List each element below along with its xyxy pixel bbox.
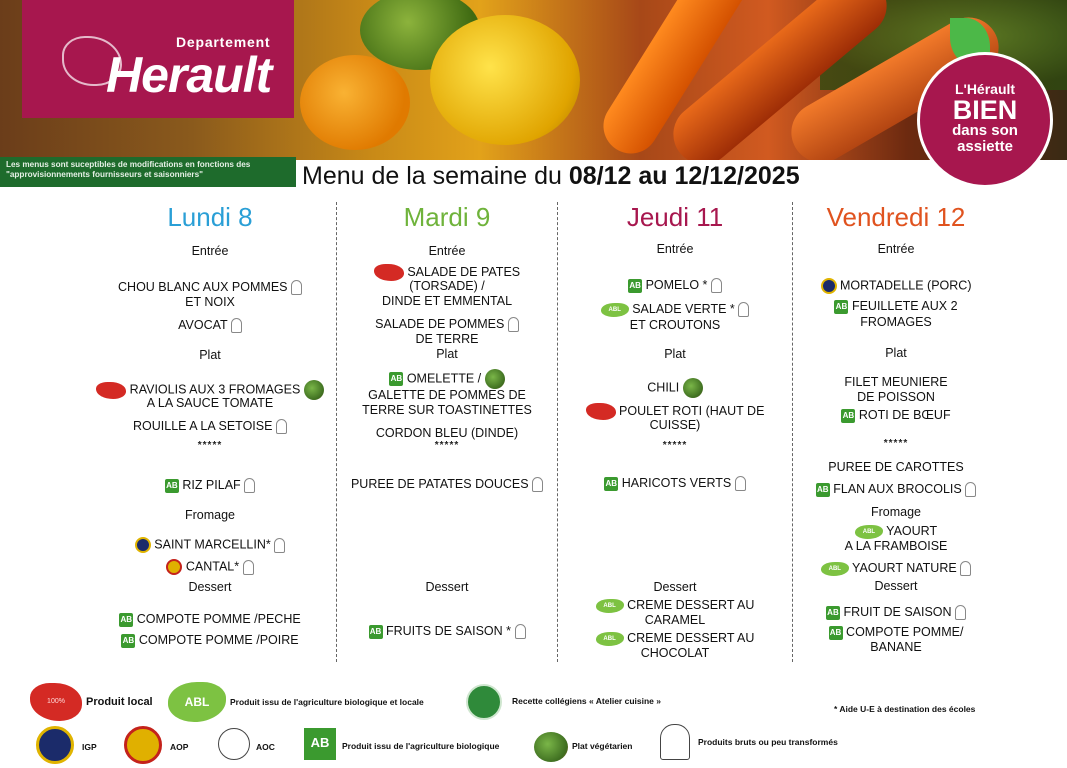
menu-item-text: YAOURT NATURE <box>852 561 957 575</box>
menu-item-text: RIZ PILAF <box>182 478 241 492</box>
bien-dans-son-assiette-badge <box>917 52 1053 188</box>
menu-item-line: CUISSE) <box>649 418 701 432</box>
menu-item-text: FRUITS DE SAISON * <box>385 624 512 638</box>
badge-line: L'Hérault <box>954 81 1016 97</box>
aop-icon <box>124 726 162 764</box>
menu-item <box>90 419 330 434</box>
menu-item <box>796 605 996 620</box>
chef-hat-icon <box>735 476 746 491</box>
chef-hat-icon <box>243 560 254 575</box>
day-column-thursday <box>560 196 790 666</box>
menu-item-text: POULET ROTI (HAUT DE <box>619 403 765 418</box>
menu-item-text: FRUIT DE SAISON <box>843 605 952 619</box>
abl-icon: ABL <box>168 682 226 722</box>
day-column-monday <box>90 196 330 666</box>
menu-item-text: SAINT MARCELLIN* <box>154 537 271 552</box>
chef-hat-icon <box>660 724 690 760</box>
ab-icon: AB <box>389 372 403 386</box>
column-separator <box>557 202 558 662</box>
menu-item <box>560 378 790 398</box>
abl-icon: ABL <box>596 632 624 646</box>
menu-item-line: TERRE SUR TOASTINETTES <box>362 403 532 417</box>
page-title <box>302 162 800 191</box>
badge-line: assiette <box>957 138 1013 155</box>
section-label-fromage: Fromage <box>184 508 236 522</box>
section-label-entree: Entrée <box>191 244 229 258</box>
vegetarian-icon <box>485 369 505 389</box>
menu-item-text: AVOCAT <box>178 318 228 332</box>
section-label-entree: Entrée <box>428 244 466 258</box>
vegetarian-icon <box>683 378 703 398</box>
menu-item-line: (TORSADE) / <box>409 279 485 293</box>
day-column-tuesday <box>338 196 556 666</box>
chef-hat-icon <box>711 278 722 293</box>
local-icon <box>30 683 82 721</box>
menu-item-text: CANTAL* <box>185 559 240 574</box>
menu-item <box>796 299 996 314</box>
menu-item-line: A LA SAUCE TOMATE <box>146 396 274 410</box>
abl-icon: ABL <box>596 599 624 613</box>
chef-hat-icon <box>231 318 242 333</box>
menu-item-text: CHILI <box>647 380 680 395</box>
menu-item <box>560 278 790 293</box>
menu-item-line: CHOCOLAT <box>640 646 710 660</box>
ab-icon: AB <box>165 479 179 493</box>
menu-item-line: FILET MEUNIERE <box>844 375 948 389</box>
badge-line: BIEN <box>952 95 1018 125</box>
menu-item <box>90 318 330 333</box>
chef-hat-icon <box>965 482 976 497</box>
legend-abl: Produit issu de l'agriculture biologique et locale <box>230 697 424 707</box>
separator-stars: ***** <box>662 440 688 451</box>
day-title: Mardi 9 <box>403 202 491 232</box>
menu-item: PUREE DE CAROTTES <box>828 460 964 474</box>
section-label-fromage: Fromage <box>870 505 922 519</box>
menu-item-text: RAVIOLIS AUX 3 FROMAGES <box>129 382 301 397</box>
ab-icon: AB <box>304 728 336 760</box>
local-icon-text: 100% <box>47 698 65 705</box>
menu-item-text: CREME DESSERT AU <box>627 631 755 645</box>
menu-item-line: A LA FRAMBOISE <box>844 539 948 553</box>
department-logo <box>22 0 294 118</box>
chef-hat-icon <box>276 419 287 434</box>
menu-item-text: CHOU BLANC AUX POMMES <box>118 280 288 294</box>
menu-item <box>338 317 556 332</box>
section-label-plat: Plat <box>436 347 458 361</box>
chef-hat-icon <box>244 478 255 493</box>
menu-item <box>338 477 556 492</box>
menu-item-text: SALADE DE POMMES <box>375 317 505 331</box>
separator-stars: ***** <box>434 440 460 451</box>
menu-item <box>338 369 556 389</box>
menu-item <box>796 625 996 640</box>
legend-brut: Produits bruts ou peu transformés <box>698 737 838 747</box>
menu-item <box>796 482 996 497</box>
abl-icon: ABL <box>821 562 849 576</box>
day-title: Jeudi 11 <box>626 202 724 232</box>
section-label-dessert: Dessert <box>653 580 697 594</box>
menu-item <box>560 598 790 613</box>
menu-item-line: BANANE <box>870 640 922 654</box>
day-title: Vendredi 12 <box>826 202 966 232</box>
menu-item-line: DE TERRE <box>415 332 479 346</box>
menu-item <box>90 559 330 575</box>
legend-aoc: AOC <box>256 742 275 752</box>
menu-item-text: POMELO * <box>645 278 708 292</box>
chef-hat-icon <box>955 605 966 620</box>
legend-aop: AOP <box>170 742 189 752</box>
ab-icon: AB <box>816 483 830 497</box>
legend-aide-ue: * Aide U-E à destination des écoles <box>834 704 976 714</box>
section-label-entree: Entrée <box>877 242 915 256</box>
chef-hat-icon <box>960 561 971 576</box>
chef-hat-icon <box>515 624 526 639</box>
menu-item <box>796 561 996 576</box>
menu-item-text: YAOURT <box>886 524 938 538</box>
menu-item-text: HARICOTS VERTS <box>621 476 732 490</box>
igp-icon <box>821 278 837 294</box>
chef-hat-icon <box>738 302 749 317</box>
legend-igp: IGP <box>82 742 97 752</box>
ab-icon: AB <box>829 626 843 640</box>
legend-vegetarien: Plat végétarien <box>572 741 633 751</box>
ab-icon: AB <box>826 606 840 620</box>
abl-icon: ABL <box>855 525 883 539</box>
vegetable-image <box>430 15 580 145</box>
section-label-dessert: Dessert <box>188 580 232 594</box>
ab-icon: AB <box>369 625 383 639</box>
atelier-cuisine-icon <box>466 684 502 720</box>
menu-item-line: CARAMEL <box>644 613 706 627</box>
menu-item-text: COMPOTE POMME /PECHE <box>136 612 301 626</box>
legend-bio: Produit issu de l'agriculture biologique <box>342 741 500 751</box>
ab-icon: AB <box>841 409 855 423</box>
legend <box>0 680 1067 768</box>
aoc-icon <box>218 728 250 760</box>
menu-item-text: ROUILLE A LA SETOISE <box>133 419 273 433</box>
ab-icon: AB <box>628 279 642 293</box>
menu-item <box>796 408 996 423</box>
section-label-dessert: Dessert <box>425 580 469 594</box>
menu-item <box>560 476 790 491</box>
menu-item-line: ET CROUTONS <box>629 318 721 332</box>
menu-item <box>90 633 330 648</box>
section-label-entree: Entrée <box>656 242 694 256</box>
menu-item-line: GALETTE DE POMMES DE <box>368 388 526 402</box>
chef-hat-icon <box>291 280 302 295</box>
chef-hat-icon <box>532 477 543 492</box>
ab-icon: AB <box>119 613 133 627</box>
menu-item-text: ROTI DE BŒUF <box>858 408 951 422</box>
title-prefix: Menu de la semaine du <box>302 162 569 190</box>
abl-icon: ABL <box>601 303 629 317</box>
legend-atelier: Recette collégiens « Atelier cuisine » <box>512 696 661 706</box>
menu-item-text: MORTADELLE (PORC) <box>839 278 972 293</box>
igp-icon <box>135 537 151 553</box>
menu-item-text: PUREE DE PATATES DOUCES <box>350 477 529 491</box>
vegetarian-icon <box>534 732 568 762</box>
logo-department-name: Herault <box>106 47 272 103</box>
menu-item-line: ET NOIX <box>185 295 235 309</box>
separator-stars: ***** <box>883 438 909 449</box>
menu-item <box>796 278 996 294</box>
menu-item-text: FEUILLETE AUX 2 <box>851 299 958 313</box>
column-separator <box>792 202 793 662</box>
menu-item-text: OMELETTE / <box>406 371 482 386</box>
vegetable-image <box>300 55 410 150</box>
day-title: Lundi 8 <box>167 202 253 232</box>
menu-item <box>560 302 790 317</box>
ab-icon: AB <box>121 634 135 648</box>
menu-item <box>796 524 996 539</box>
chef-hat-icon <box>274 538 285 553</box>
chef-hat-icon <box>508 317 519 332</box>
ab-icon: AB <box>834 300 848 314</box>
section-label-plat: Plat <box>664 347 686 361</box>
menu-item-text: CREME DESSERT AU <box>627 598 755 612</box>
menu-item <box>90 280 330 295</box>
section-label-dessert: Dessert <box>874 579 918 593</box>
menu-item: CORDON BLEU (DINDE) <box>375 426 519 440</box>
legend-local: Produit local <box>86 696 153 708</box>
menu-item <box>90 478 330 493</box>
section-label-plat: Plat <box>199 348 221 362</box>
menu-item <box>338 624 556 639</box>
menu-item-text: FLAN AUX BROCOLIS <box>833 482 962 496</box>
igp-icon <box>36 726 74 764</box>
section-label-plat: Plat <box>885 346 907 360</box>
menu-item-text: SALADE VERTE * <box>632 302 735 316</box>
menu-item <box>560 631 790 646</box>
ab-icon: AB <box>604 477 618 491</box>
title-dates: 08/12 au 12/12/2025 <box>568 162 800 190</box>
menu-item <box>90 537 330 553</box>
separator-stars: ***** <box>197 440 223 451</box>
day-column-friday <box>796 196 996 666</box>
aop-icon <box>166 559 182 575</box>
menu-item-line: DE POISSON <box>857 390 935 404</box>
menu-item-line: DINDE ET EMMENTAL <box>381 294 513 308</box>
menu-item <box>90 612 330 627</box>
column-separator <box>336 202 337 662</box>
menu-item-text: COMPOTE POMME/ <box>846 625 964 639</box>
logo-department-label: Departement <box>176 34 271 50</box>
menu-item-text: SALADE DE PATES <box>407 264 521 279</box>
badge-line: dans son <box>952 122 1018 139</box>
menu-item-line: FROMAGES <box>860 315 932 329</box>
menu-item-text: COMPOTE POMME /POIRE <box>138 633 299 647</box>
menu-change-notice: Les menus sont suceptibles de modifications en fonctions des "approvisionnements fournisseurs et saisonniers" <box>0 157 296 187</box>
